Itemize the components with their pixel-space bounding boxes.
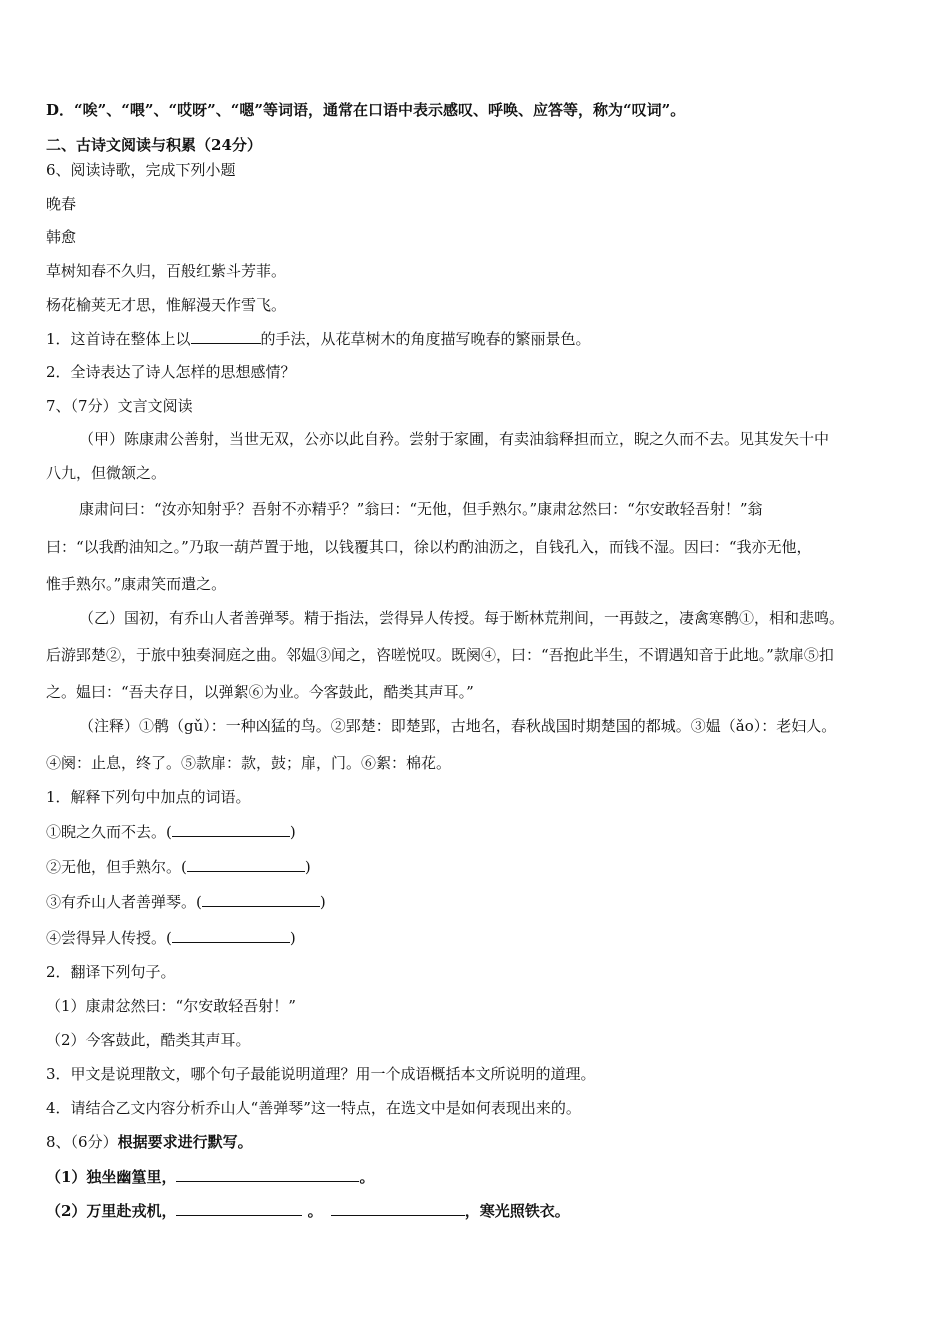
close-paren: ): [289, 823, 296, 841]
passage-jia-line-3: 康肃问曰：“汝亦知射乎？吾射不亦精乎？”翁曰：“无他，但手熟尔。”康肃忿然曰：“尔安敢轻吾射！”翁: [79, 500, 763, 518]
question-6-2: 2．全诗表达了诗人怎样的思想感情？: [46, 363, 296, 381]
question-6-heading: 6、阅读诗歌，完成下列小题: [46, 161, 236, 179]
question-8-2-end: ，寒光照铁衣。: [464, 1202, 570, 1220]
question-7-1: 1．解释下列句中加点的词语。: [46, 788, 251, 806]
answer-blank[interactable]: [191, 327, 261, 344]
question-8-instruction: 根据要求进行默写。: [117, 1133, 253, 1151]
close-paren: ): [304, 858, 311, 876]
question-8-number: 8、（6分）: [46, 1133, 118, 1151]
question-6-1-prefix: 1．这首诗在整体上以: [46, 330, 191, 348]
close-paren: ): [289, 929, 296, 947]
question-7-1-d-text: ④尝得异人传授。(: [46, 929, 172, 947]
poem-line-2: 杨花榆荚无才思，惟解漫天作雪飞。: [46, 296, 287, 314]
answer-blank[interactable]: [176, 1165, 359, 1182]
option-d: D．“唉”、“喂”、“哎呀”、“嗯”等词语，通常在口语中表示感叹、呼唤、应答等，称为“叹词”。: [46, 101, 686, 119]
question-6-1: [46, 327, 910, 350]
close-paren: ): [319, 893, 326, 911]
question-7-1-c: [46, 890, 910, 913]
poem-line-1: 草树知春不久归，百般红紫斗芳菲。: [46, 262, 287, 280]
question-7-1-b-text: ②无他，但手熟尔。(: [46, 858, 187, 876]
section-heading-2: 二、古诗文阅读与积累（24分）: [46, 136, 262, 154]
poem-author: 韩愈: [46, 228, 77, 246]
answer-blank[interactable]: [187, 855, 305, 872]
answer-blank[interactable]: [202, 890, 320, 907]
annotation-line-1: （注释）①鹘（gǔ）：一种凶猛的鸟。②郢楚：即楚郢，古地名，春秋战国时期楚国的都城。③媪（ǎo）：老妇人。: [79, 717, 837, 735]
answer-blank[interactable]: [172, 926, 290, 943]
question-7-2: 2．翻译下列句子。: [46, 963, 176, 981]
annotation-line-2: ④阕：止息，终了。⑤款扉：款，鼓；扉，门。⑥絮：棉花。: [46, 754, 452, 772]
answer-blank[interactable]: [172, 820, 290, 837]
poem-title: 晚春: [46, 195, 77, 213]
answer-blank[interactable]: [331, 1199, 465, 1216]
question-7-heading: 7、（7分）文言文阅读: [46, 397, 193, 415]
question-8-heading: [46, 1131, 910, 1153]
question-7-1-a: [46, 820, 910, 843]
passage-jia-line-4: 曰：“以我酌油知之。”乃取一葫芦置于地，以钱覆其口，徐以杓酌油沥之，自钱孔入，而钱不湿。因曰：“我亦无他，: [46, 538, 812, 556]
question-7-4: 4．请结合乙文内容分析乔山人“善弹琴”这一特点，在选文中是如何表现出来的。: [46, 1099, 581, 1117]
question-7-1-d: [46, 926, 910, 949]
question-8-2: [46, 1199, 910, 1222]
question-6-1-suffix: 的手法，从花草树木的角度描写晚春的繁丽景色。: [260, 330, 591, 348]
question-8-2-text: （2）万里赴戎机，: [46, 1202, 177, 1220]
passage-yi-line-2: 后游郢楚②，于旅中独奏洞庭之曲。邻媪③闻之，咨嗟悦叹。既阕④，曰：“吾抱此半生，不谓遇知音于此地。”款扉⑤扣: [46, 646, 834, 664]
question-7-1-a-text: ①睨之久而不去。(: [46, 823, 172, 841]
question-8-1-end: 。: [359, 1168, 375, 1186]
question-7-1-c-text: ③有乔山人者善弹琴。(: [46, 893, 202, 911]
answer-blank[interactable]: [176, 1199, 302, 1216]
question-7-2-b: （2）今客鼓此，酷类其声耳。: [46, 1031, 251, 1049]
passage-jia-line-5: 惟手熟尔。”康肃笑而遣之。: [46, 575, 227, 593]
question-7-1-b: [46, 855, 910, 878]
question-8-1-text: （1）独坐幽篁里，: [46, 1168, 177, 1186]
question-8-2-mid: 。: [302, 1202, 323, 1220]
passage-yi-line-1: （乙）国初，有乔山人者善弹琴。精于指法，尝得异人传授。每于断林荒荆间，一再鼓之，凄禽寒鹘①，相和悲鸣。: [79, 609, 845, 627]
question-8-1: [46, 1165, 910, 1188]
question-7-2-a: （1）康肃忿然曰：“尔安敢轻吾射！”: [46, 997, 296, 1015]
passage-jia-line-2: 八九，但微颔之。: [46, 464, 167, 482]
passage-jia-line-1: （甲）陈康肃公善射，当世无双，公亦以此自矜。尝射于家圃，有卖油翁释担而立，睨之久而不去。见其发矢十中: [79, 430, 830, 448]
passage-yi-line-3: 之。媪曰：“吾夫存日，以弹絮⑥为业。今客鼓此，酷类其声耳。”: [46, 683, 474, 701]
question-7-3: 3．甲文是说理散文，哪个句子最能说明道理？用一个成语概括本文所说明的道理。: [46, 1065, 596, 1083]
